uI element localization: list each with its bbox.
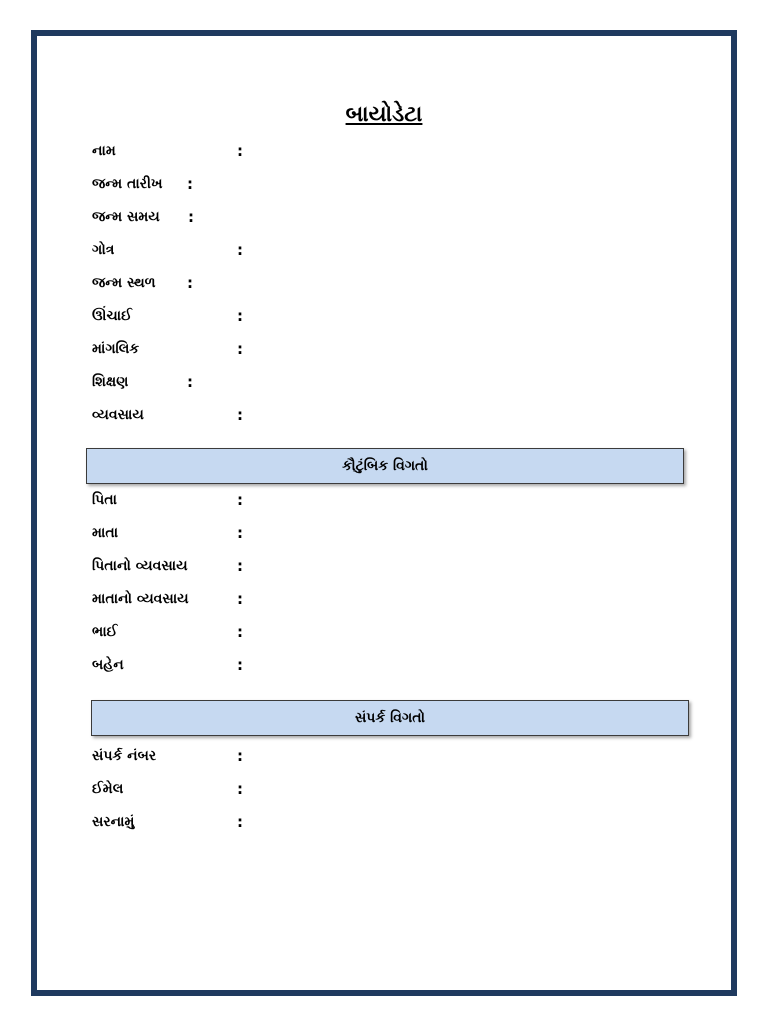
field-label: પિતાનો વ્યવસાય — [92, 558, 188, 574]
field-row — [92, 587, 243, 611]
field-colon: : — [187, 274, 193, 292]
field-label: માતાનો વ્યવસાય — [92, 591, 189, 607]
field-label: નામ — [92, 143, 116, 159]
field-colon: : — [237, 780, 243, 798]
field-row — [92, 653, 243, 677]
field-row — [92, 271, 193, 295]
field-colon: : — [237, 557, 243, 575]
field-colon: : — [237, 307, 243, 325]
field-colon: : — [237, 142, 243, 160]
contact-details-header: સંપર્ક વિગતો — [91, 700, 689, 736]
field-row — [92, 172, 193, 196]
field-label: શિક્ષણ — [92, 374, 129, 390]
field-row — [92, 139, 243, 163]
field-colon: : — [237, 656, 243, 674]
field-label: જન્મ સમય — [92, 209, 160, 225]
field-colon: : — [237, 406, 243, 424]
field-row — [92, 810, 243, 834]
field-label: વ્યવસાય — [92, 407, 144, 423]
field-label: બહેન — [92, 657, 124, 673]
field-label: સંપર્ક નંબર — [92, 748, 157, 764]
field-label: જન્મ સ્થળ — [92, 275, 156, 291]
field-row — [92, 304, 243, 328]
field-row — [92, 238, 243, 262]
field-label: ઈમેલ — [92, 781, 124, 797]
field-colon: : — [237, 590, 243, 608]
field-colon: : — [237, 491, 243, 509]
field-row — [92, 521, 243, 545]
field-colon: : — [187, 373, 193, 391]
field-row — [92, 554, 243, 578]
field-colon: : — [237, 623, 243, 641]
field-label: ઊંચાઈ — [92, 308, 132, 324]
field-label: જન્મ તારીખ — [92, 176, 163, 192]
field-colon: : — [237, 813, 243, 831]
field-label: પિતા — [92, 492, 117, 508]
field-colon: : — [237, 747, 243, 765]
field-row — [92, 620, 243, 644]
field-colon: : — [237, 524, 243, 542]
field-row — [92, 777, 243, 801]
field-row — [92, 403, 243, 427]
field-colon: : — [237, 340, 243, 358]
field-label: ભાઈ — [92, 624, 118, 640]
field-row — [92, 744, 243, 768]
field-label: માંગલિક — [92, 341, 140, 357]
field-row — [92, 488, 243, 512]
page-border — [31, 30, 737, 996]
field-colon: : — [237, 241, 243, 259]
field-colon: : — [188, 208, 194, 226]
field-label: ગોત્ર — [92, 242, 115, 258]
page-title: બાયોડેટા — [345, 102, 423, 127]
family-details-header: કૌટુંબિક વિગતો — [86, 448, 684, 484]
field-row — [92, 205, 194, 229]
field-row — [92, 337, 243, 361]
field-colon: : — [187, 175, 193, 193]
field-label: સરનામું — [92, 814, 135, 830]
field-row — [92, 370, 193, 394]
field-label: માતા — [92, 525, 119, 541]
